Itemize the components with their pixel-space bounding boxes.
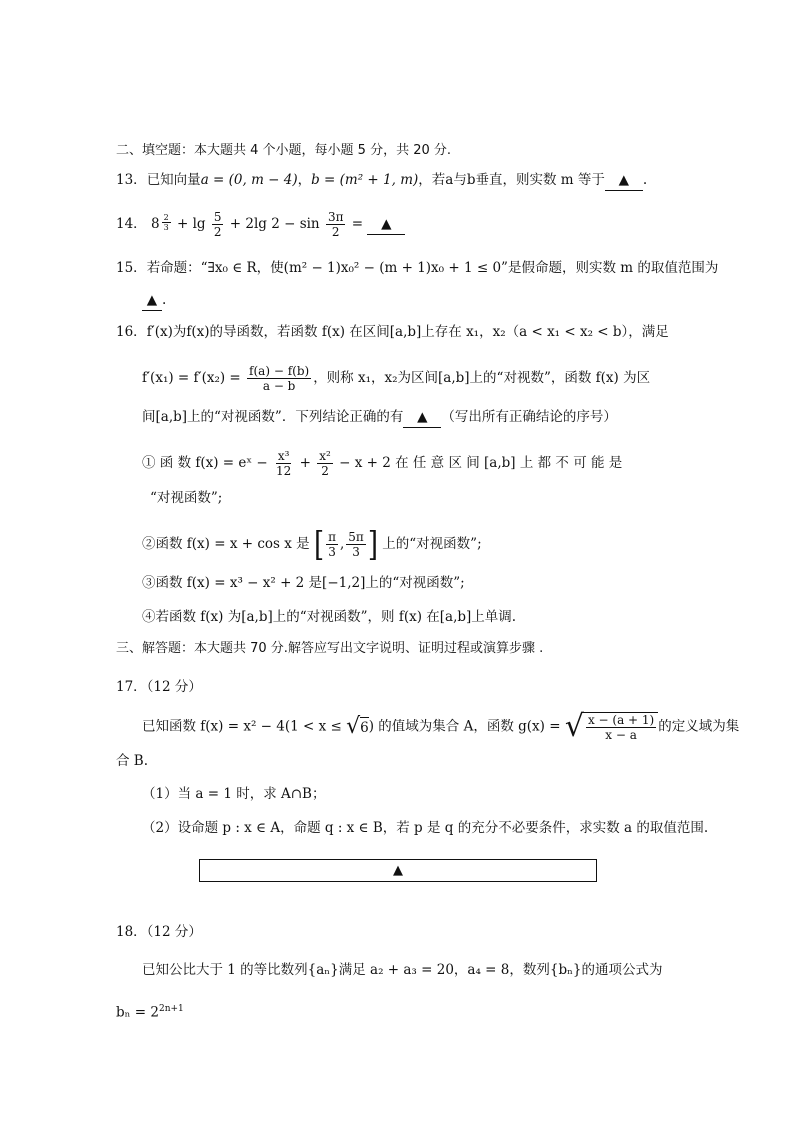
question-18-title: 18．（12 分） xyxy=(116,924,202,940)
q14-base: 8 $\frac{2}{3}$ xyxy=(150,213,169,232)
q15-text: 若命题：“∃x₀ ∈ R，使(m² − 1)x₀² − (m + 1)x₀ + 1 ≤ 0”是假命题，则实数 m 的取值范围为 xyxy=(146,260,719,276)
q13-condition: ，若a与b垂直，则实数 m 等于 xyxy=(418,172,605,188)
q16-answer-blank: ▲ xyxy=(403,407,441,428)
q16-derivative-eq: f′(x₁) = f′(x₂) = xyxy=(142,370,241,386)
q17-part-1: （1）当 a = 1 时，求 A∩B； xyxy=(142,786,326,802)
q16-option-3: ③函数 f(x) = x³ − x² + 2 是[−1,2]上的“对视函数”; xyxy=(142,575,465,591)
q16-option-1-continued: “对视函数”; xyxy=(150,490,223,506)
q13-end: . xyxy=(642,172,648,188)
q15-end: . xyxy=(162,292,167,308)
q13-answer-blank: ▲ xyxy=(605,170,643,191)
q17-line-2: 合 B. xyxy=(116,753,149,769)
q18-line-1: 已知公比大于 1 的等比数列{aₙ}满足 a₂ + a₃ = 20，a₄ = 8，数列{bₙ}的通项公式为 xyxy=(142,962,663,978)
q16-line-3 xyxy=(142,407,617,428)
q13-sep: ， xyxy=(297,172,312,188)
q14-lg-term: + lg xyxy=(176,216,206,232)
q17-line-1: 已知函数 f(x) = x² − 4(1 < x ≤ √ 6 ) 的值域为集合 A，函数 g(x) = √ $\frac{x - (a + 1)}{x - a}$ 的定义域为集 xyxy=(142,709,740,744)
q17-domain-sqrt: √ $\frac{x - (a + 1)}{x - a}$ xyxy=(565,712,658,742)
question-13 xyxy=(116,170,647,191)
q17-answer-box: ▲ xyxy=(199,859,597,882)
q16-opt2-fraction-1: $\frac{\pi}{3}$ xyxy=(328,530,336,559)
q16-opt2-fraction-2: $\frac{5\pi}{3}$ xyxy=(348,530,364,559)
q17-part-2: （2）设命题 p : x ∈ A，命题 q : x ∈ B，若 p 是 q 的充分不必要条件，求实数 a 的取值范围. xyxy=(142,820,709,836)
q17-sqrt: √ 6 xyxy=(346,714,369,739)
q13-number: 13． xyxy=(116,172,147,188)
q16-option-1: ① 函 数 f(x) = eˣ − $\frac{\text{x³}}{12}$ + $\frac{\text{x²}}{2}$ − x + 2 在 任 意 区 间 [a,b] 上 都 不 可 能 是 xyxy=(142,449,623,478)
q16-line-1: f′(x)为f(x)的导函数，若函数 f(x) 在区间[a,b]上存在 x₁，x₂（a < x₁ < x₂ < b），满足 xyxy=(146,324,669,340)
q16-line-2 xyxy=(142,364,650,393)
q18-line-2: $b_n = 2^{2n+1}$ xyxy=(116,1004,184,1021)
q15-number: 15． xyxy=(116,260,147,276)
q14-answer-blank: ▲ xyxy=(367,214,405,235)
question-16 xyxy=(116,322,669,342)
q16-mean-value-fraction: $\frac{f(a) - f(b)}{a - b}$ xyxy=(249,364,310,393)
q16-number: 16． xyxy=(116,324,147,340)
q14-equals: = xyxy=(351,216,364,232)
q16-definition: ，则称 x₁，x₂为区间[a,b]上的“对视数”，函数 f(x) 为区 xyxy=(313,370,651,386)
question-15-continued xyxy=(142,290,166,311)
q14-fraction-1: $\frac{5}{2}$ xyxy=(213,210,222,239)
q13-intro: 已知向量 xyxy=(146,172,201,188)
q16-prompt: 间[a,b]上的“对视函数”．下列结论正确的有 xyxy=(142,409,404,425)
q16-option-4: ④若函数 f(x) 为[a,b]上的“对视函数”，则 f(x) 在[a,b]上单调. xyxy=(142,609,517,625)
q16-option-2: ②函数 f(x) = x + cos x 是 [ $\frac{\pi}{3}$ , $\frac{5\pi}{3}$ ] 上的“对视函数”; xyxy=(142,525,482,564)
section-2-header: 二、填空题：本大题共 4 个小题，每小题 5 分，共 20 分. xyxy=(116,143,452,158)
question-14 xyxy=(116,210,405,239)
section-3-header: 三、解答题：本大题共 70 分.解答应写出文字说明、证明过程或演算步骤 . xyxy=(116,641,544,656)
q16-opt1-fraction-2: $\frac{\text{x²}}{2}$ xyxy=(319,449,331,478)
q16-opt1-fraction-1: $\frac{\text{x³}}{12}$ xyxy=(276,449,292,478)
question-17-title: 17．（12 分） xyxy=(116,679,202,695)
q14-fraction-2: $\frac{3\pi}{2}$ xyxy=(327,210,344,239)
q14-sin-term: + 2lg 2 − sin xyxy=(229,216,320,232)
q16-instruction: （写出所有正确结论的序号） xyxy=(441,409,617,425)
q13-vector-a: a = (0, m − 4) xyxy=(200,172,298,188)
question-15 xyxy=(116,258,718,278)
q13-vector-b: b = (m² + 1, m) xyxy=(311,172,419,188)
q15-answer-blank: ▲ xyxy=(142,290,162,311)
q14-number: 14． xyxy=(116,216,147,232)
